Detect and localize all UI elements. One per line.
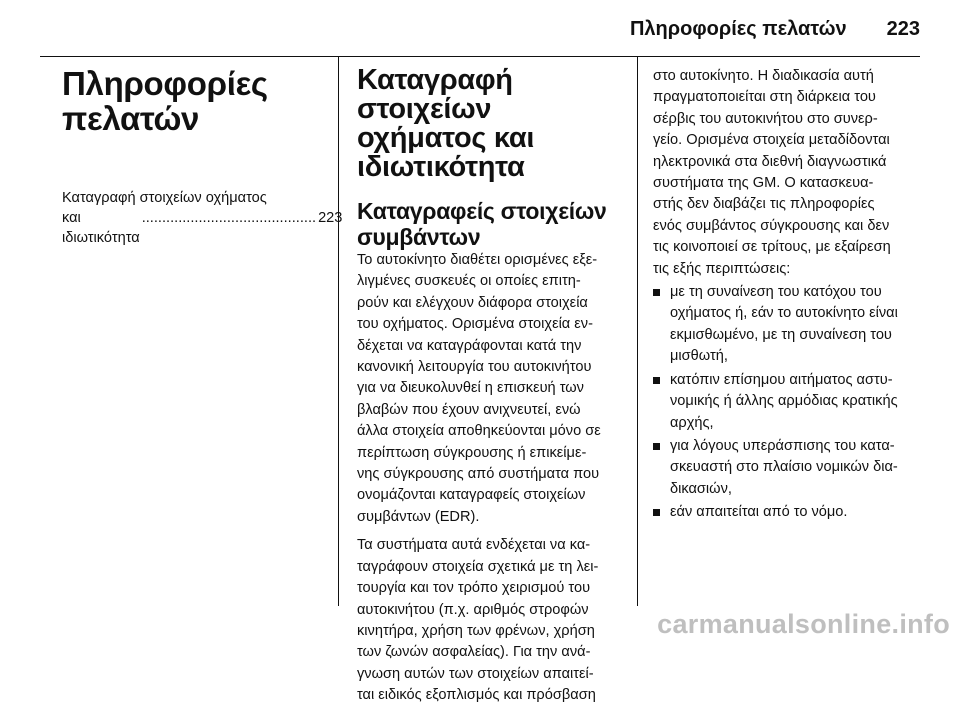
header-rule <box>40 56 920 57</box>
body-paragraph: Το αυτοκίνητο διαθέτει ορισμένες εξε- λιγμένες συσκευές οι οποίες επιτη- ρούν και ελέγχουν διάφορα στοιχεία του οχήματος. Ορισμένα στοιχεία εν- δέχεται να καταγράφονται κατά την κανονική λειτουργία του αυτοκινήτου για να διευκολυνθεί η επισκευή των βλαβών που έχουν ανιχνευτεί, ενώ άλλα στοιχεία αποθηκεύονται μόνο σε περίπτωση σύγκρουσης ή επικείμε- νης σύγκρουσης από συστήματα που ονομάζονται καταγραφείς στοιχείων συμβάντων (EDR). <box>357 252 601 525</box>
square-bullet-icon <box>653 289 660 296</box>
body-paragraph: στο αυτοκίνητο. Η διαδικασία αυτή πραγματοποιείται στη διάρκεια του σέρβις του αυτοκινήτου στο συνερ- γείο. Ορισμένα στοιχεία μεταδίδονται ηλεκτρονικά στα διεθνή διαγνωστικά συστήματα της GM. Ο κατασκευα- στής δεν διαβάζει τις πληροφορίες ενός συμβάντος σύγκρουσης και δεν τις κοινοποιεί σε τρίτους, με εξαίρεση τις εξής περιπτώσεις: <box>653 68 891 277</box>
toc-entry[interactable] <box>62 208 343 248</box>
subsection-title: Καταγραφείς στοιχείων συμβάντων <box>357 198 607 250</box>
toc-leader-dots: ........................................... <box>141 210 317 226</box>
body-paragraph: Τα συστήματα αυτά ενδέχεται να κα- ταγράφουν στοιχεία σχετικά με τη λει- τουργία και τον τρόπο χειρισμού του αυτοκινήτου (π.χ. αριθμός στροφών κινητήρα, χρήση των φρένων, χρήση των ζωνών ασφαλείας). Για την ανά- γνωση αυτών των στοιχείων απαιτεί- ται ειδικός εξοπλισμός και πρόσβαση <box>357 537 599 704</box>
running-title: Πληροφορίες πελατών <box>629 18 847 40</box>
chapter-title: Πληροφορίες πελατών <box>62 65 268 137</box>
square-bullet-icon <box>653 443 660 450</box>
middle-column <box>357 66 625 707</box>
toc-entry-line1[interactable]: Καταγραφή στοιχείων οχήματος <box>62 190 267 206</box>
toc-page-number: 223 <box>318 210 343 226</box>
left-column <box>62 65 343 248</box>
section-title: Καταγραφή στοιχείων οχήματος και ιδιωτικότητα <box>357 64 535 183</box>
column-divider-left <box>338 56 339 606</box>
square-bullet-icon <box>653 377 660 384</box>
bullet-item: για λόγους υπεράσπισης του κατα- σκευαστή στο πλαίσιο νομικών δια- δικασιών, <box>653 436 923 500</box>
toc-entry-line2: και ιδιωτικότητα <box>62 210 140 246</box>
column-divider-right <box>637 56 638 606</box>
running-header <box>630 18 920 41</box>
square-bullet-icon <box>653 509 660 516</box>
watermark: carmanualsonline.info <box>657 609 950 639</box>
bullet-item: εάν απαιτείται από το νόμο. <box>653 502 923 523</box>
bullet-list <box>653 282 923 523</box>
right-column <box>653 66 923 524</box>
table-of-contents <box>62 188 343 248</box>
bullet-item: κατόπιν επίσημου αιτήματος αστυ- νομικής ή άλλης αρμόδιας κρατικής αρχής, <box>653 370 923 434</box>
page-number: 223 <box>886 18 920 40</box>
bullet-item: με τη συναίνεση του κατόχου του οχήματος ή, εάν το αυτοκίνητο είναι εκμισθωμένο, με τη συναίνεση του μισθωτή, <box>653 282 923 368</box>
